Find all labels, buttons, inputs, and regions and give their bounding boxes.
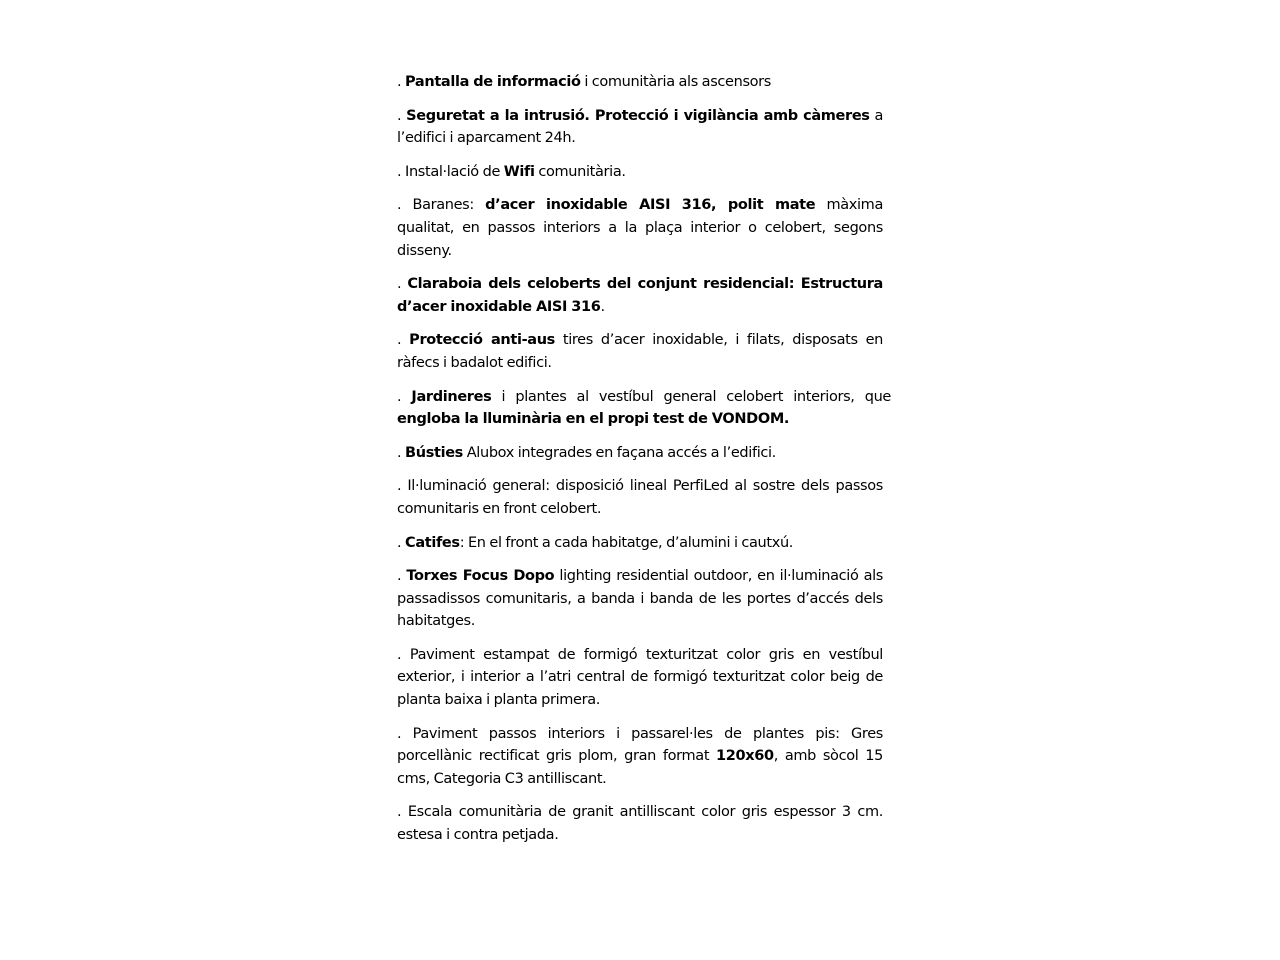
paragraph-illuminacio-general — [397, 475, 883, 520]
body-text: : En el front a cada habitatge, d’alumini i cautxú. — [459, 534, 794, 551]
body-text: . Escala comunitària de granit antilliscant color gris espessor 3 cm. estesa i contra petjada. — [397, 804, 883, 844]
paragraph-wifi — [397, 161, 883, 184]
paragraph-catifes — [397, 532, 883, 555]
bold-text: engloba la lluminària en el propi test de VONDOM. — [397, 411, 790, 428]
paragraph-jardineres — [397, 386, 891, 431]
bold-text: d’acer inoxidable AISI 316, polit mate — [485, 197, 816, 214]
body-text: . — [397, 107, 407, 124]
body-text: i plantes al vestíbul general celobert interiors, que — [491, 388, 891, 405]
bold-text: Pantalla de informació — [405, 74, 581, 90]
body-text: . — [600, 298, 605, 315]
body-text: . — [397, 534, 406, 551]
bold-text: Catifes — [405, 534, 460, 551]
bold-text: Wifi — [503, 163, 535, 180]
body-text: . — [397, 332, 410, 349]
body-text: comunitària. — [534, 163, 626, 180]
body-text: . — [397, 74, 406, 90]
body-text: màxima qualitat, en passos interiors a la plaça interior o celobert, segons disseny. — [397, 197, 883, 259]
body-text: . Paviment estampat de formigó texturitzat color gris en vestíbul exterior, i interior a l’atri central de formigó texturitzat color beig de planta baixa i planta primera. — [397, 646, 883, 709]
body-text: . — [397, 276, 408, 293]
paragraph-proteccio-anti-aus — [397, 329, 883, 374]
bold-text: Protecció anti-aus — [409, 332, 555, 349]
body-text: lighting residential outdoor, en il·luminació als passadissos comunitaris, a banda i banda de les portes d’accés dels habitatges. — [397, 568, 883, 630]
paragraph-pantalla-informacio — [397, 71, 883, 94]
body-text: . Il·luminació general: disposició lineal PerfiLed al sostre dels passos comunitaris en front celobert. — [397, 478, 883, 517]
body-text: a l’edifici i aparcament 24h. — [397, 107, 883, 147]
paragraph-torxes — [397, 565, 883, 633]
body-text: tires d’acer inoxidable, i filats, disposats en ràfecs i badalot edifici. — [397, 332, 883, 371]
bold-text: Seguretat a la intrusió. Protecció i vigilància amb càmeres — [406, 107, 870, 124]
paragraph-claraboia — [397, 273, 883, 318]
bold-text: 120x60 — [716, 748, 774, 765]
paragraph-escala — [397, 801, 883, 846]
body-text: . — [397, 388, 412, 405]
body-text: . — [397, 444, 406, 461]
text-column — [397, 71, 891, 858]
body-text: . Instal·lació de — [397, 163, 504, 180]
body-text: , amb sòcol 15 cms, Categoria C3 antilliscant. — [397, 748, 884, 787]
paragraph-paviment-estampat — [397, 644, 883, 712]
paragraph-baranes — [397, 194, 883, 262]
bold-text: Bústies — [405, 444, 463, 461]
body-text: Alubox integrades en façana accés a l’edifici. — [462, 444, 776, 461]
paragraph-paviment-passos — [397, 723, 883, 791]
paragraph-busties — [397, 442, 883, 465]
bold-text: Torxes Focus Dopo — [406, 568, 555, 585]
paragraph-seguretat-intrusio — [397, 105, 883, 150]
body-text: . Paviment passos interiors i passarel·les de plantes pis: Gres porcellànic rectificat gris plom, gran format — [397, 725, 883, 765]
body-text: i comunitària als ascensors — [580, 74, 771, 90]
body-text: . Baranes: — [397, 197, 486, 214]
bold-text: Claraboia dels celoberts del conjunt residencial: Estructura d’acer inoxidable AISI 316 — [397, 276, 883, 315]
body-text: . — [397, 568, 407, 585]
bold-text: Jardineres — [411, 388, 492, 405]
